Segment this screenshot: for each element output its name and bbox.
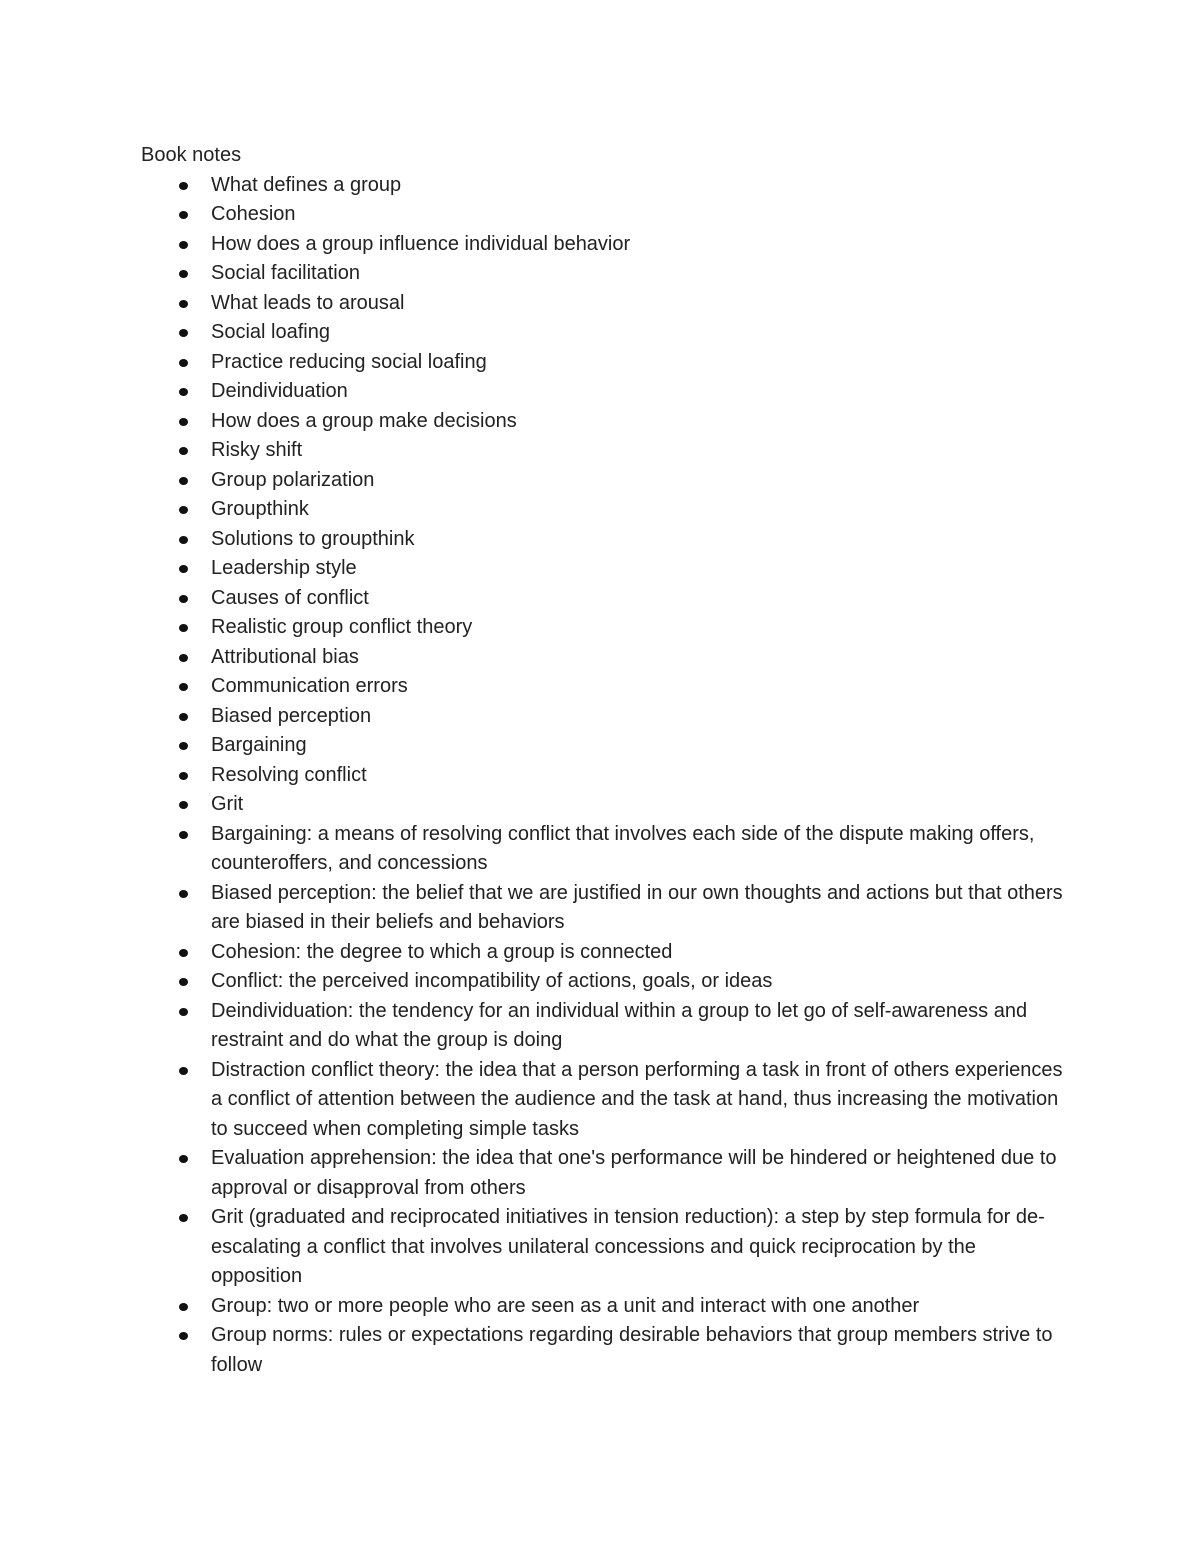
list-item-text: Bargaining: a means of resolving conflict that involves each side of the dispute making offers, counteroffers, and concessions	[211, 822, 1035, 874]
list-item	[141, 879, 1066, 938]
list-item-text: Resolving conflict	[211, 763, 367, 786]
list-item	[141, 1292, 1066, 1322]
bullet-icon	[179, 300, 188, 308]
list-item	[141, 997, 1066, 1056]
list-item	[141, 731, 1066, 761]
bullet-icon	[179, 565, 188, 573]
list-item	[141, 702, 1066, 732]
bullet-icon	[179, 595, 188, 603]
list-item	[141, 200, 1066, 230]
list-item-text: What defines a group	[211, 173, 402, 196]
list-item-text: Biased perception: the belief that we are justified in our own thoughts and actions but that others are biased in their beliefs and behaviors	[211, 881, 1063, 933]
list-item-text: Attributional bias	[211, 645, 359, 668]
bullet-icon	[179, 624, 188, 632]
list-item	[141, 1203, 1066, 1292]
bullet-icon	[179, 1155, 188, 1163]
bullet-icon	[179, 772, 188, 780]
list-item-text: Deindividuation	[211, 380, 348, 402]
list-item-text: What leads to arousal	[211, 291, 405, 314]
list-item	[141, 584, 1066, 614]
bullet-icon	[179, 418, 188, 426]
bullet-icon	[179, 801, 188, 809]
bullet-icon	[179, 1214, 188, 1222]
list-item-text: Communication errors	[211, 675, 408, 697]
list-item-text: How does a group make decisions	[211, 409, 517, 432]
bullet-icon	[179, 359, 188, 367]
list-item-text: Evaluation apprehension: the idea that one's performance will be hindered or heightened due to approval or disapproval from others	[211, 1147, 1057, 1199]
list-item-text: Realistic group conflict theory	[211, 616, 473, 638]
bullet-icon	[179, 388, 188, 396]
list-item	[141, 318, 1066, 348]
bullet-icon	[179, 978, 188, 986]
bullet-icon	[179, 949, 188, 957]
bullet-icon	[179, 329, 188, 337]
list-item	[141, 348, 1066, 378]
list-item	[141, 525, 1066, 555]
list-item-text: Conflict: the perceived incompatibility of actions, goals, or ideas	[211, 970, 773, 992]
list-item-text: Group norms: rules or expectations regarding desirable behaviors that group members strive to follow	[211, 1324, 1053, 1376]
list-item	[141, 613, 1066, 643]
list-item	[141, 495, 1066, 525]
list-item	[141, 230, 1066, 260]
list-item-text: Group polarization	[211, 468, 375, 491]
list-item-text: How does a group influence individual behavior	[211, 232, 631, 255]
list-item-text: Social facilitation	[211, 262, 360, 284]
bullet-icon	[179, 1067, 188, 1075]
bullet-icon	[179, 182, 188, 190]
list-item-text: Group: two or more people who are seen as a unit and interact with one another	[211, 1294, 920, 1317]
list-item-text: Social loafing	[211, 321, 330, 343]
list-item	[141, 259, 1066, 289]
bullet-icon	[179, 890, 188, 898]
list-item	[141, 466, 1066, 496]
list-item-text: Biased perception	[211, 704, 372, 727]
list-item-text: Cohesion: the degree to which a group is connected	[211, 940, 673, 963]
bullet-icon	[179, 506, 188, 514]
list-item-text: Grit	[211, 793, 244, 815]
list-item	[141, 436, 1066, 466]
list-item-text: Cohesion	[211, 203, 296, 225]
bullet-icon	[179, 536, 188, 544]
list-item	[141, 377, 1066, 407]
list-item-text: Bargaining	[211, 734, 307, 756]
list-item	[141, 938, 1066, 968]
list-item	[141, 171, 1066, 201]
bullet-icon	[179, 1332, 188, 1340]
list-item	[141, 643, 1066, 673]
bullet-icon	[179, 831, 188, 839]
document-title: Book notes	[141, 144, 242, 166]
list-item-text: Leadership style	[211, 557, 357, 579]
list-item	[141, 790, 1066, 820]
bullet-icon	[179, 742, 188, 750]
list-item	[141, 1321, 1066, 1380]
list-item-text: Distraction conflict theory: the idea that a person performing a task in front of others experiences a conflict of attention between the audience and the task at hand, thus increasing the motivation to succeed when completing simple tasks	[211, 1058, 1063, 1140]
bullet-icon	[179, 654, 188, 662]
bullet-icon	[179, 683, 188, 691]
bullet-icon	[179, 211, 188, 219]
list-item	[141, 967, 1066, 997]
list-item	[141, 1144, 1066, 1203]
list-item-text: Causes of conflict	[211, 586, 369, 609]
bullet-icon	[179, 241, 188, 249]
list-item	[141, 554, 1066, 584]
list-item	[141, 289, 1066, 319]
list-item	[141, 761, 1066, 791]
notes-list	[141, 171, 1066, 1381]
list-item	[141, 672, 1066, 702]
list-item	[141, 820, 1066, 879]
list-item	[141, 1056, 1066, 1145]
list-item-text: Risky shift	[211, 439, 303, 461]
list-item-text: Groupthink	[211, 498, 309, 520]
list-item-text: Solutions to groupthink	[211, 527, 415, 550]
bullet-icon	[179, 1303, 188, 1311]
bullet-icon	[179, 270, 188, 278]
bullet-icon	[179, 713, 188, 721]
document-page	[141, 141, 1066, 1380]
bullet-icon	[179, 1008, 188, 1016]
list-item	[141, 407, 1066, 437]
list-item-text: Deindividuation: the tendency for an individual within a group to let go of self-awareness and restraint and do what the group is doing	[211, 999, 1028, 1051]
list-item-text: Grit (graduated and reciprocated initiatives in tension reduction): a step by step formula for de-escalating a conflict that involves unilateral concessions and quick reciprocation by the opposition	[211, 1206, 1045, 1287]
list-item-text: Practice reducing social loafing	[211, 350, 487, 373]
bullet-icon	[179, 447, 188, 455]
bullet-icon	[179, 477, 188, 485]
